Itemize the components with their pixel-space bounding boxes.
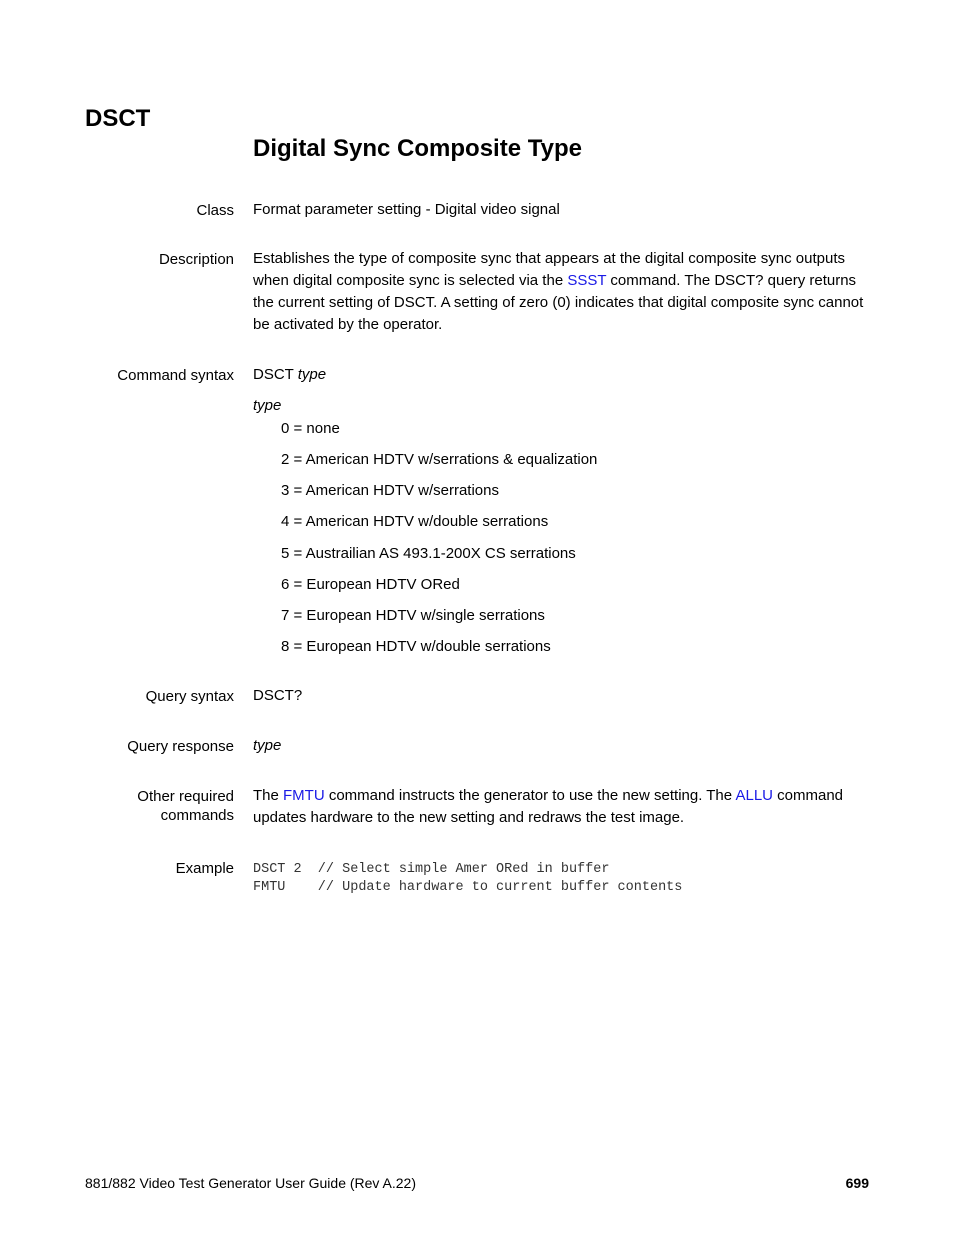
other-required-text-part: command instructs the generator to use the new setting. The	[324, 787, 736, 804]
list-item: 7 = European HDTV w/single serrations	[281, 607, 545, 624]
example-label: Example	[175, 860, 234, 877]
query-syntax-text: DSCT?	[253, 687, 303, 704]
class-text: Format parameter setting - Digital video signal	[253, 201, 560, 218]
command-syntax-text	[253, 364, 873, 386]
fmtu-link[interactable]: FMTU	[283, 787, 325, 804]
other-required-text-part: command updates hardware to the new setting and redraws the test image.	[253, 787, 844, 826]
command-name: DSCT	[85, 105, 151, 132]
list-item: 0 = none	[281, 420, 340, 437]
command-syntax-cmd: DSCT	[253, 366, 298, 383]
other-required-text	[253, 785, 873, 829]
list-item: 5 = Austrailian AS 493.1-200X CS serrations	[281, 545, 576, 562]
query-response-text: type	[253, 737, 282, 754]
description-text-part: Establishes the type of composite sync that appears at the digital composite sync outputs when digital composite sync is selected via the	[253, 250, 845, 289]
list-item: 4 = American HDTV w/double serrations	[281, 513, 549, 530]
list-item: 8 = European HDTV w/double serrations	[281, 638, 551, 655]
ssst-link[interactable]: SSST	[567, 272, 607, 289]
other-required-label-line: Other required	[137, 788, 234, 805]
query-response-label: Query response	[127, 738, 234, 755]
description-text	[253, 248, 873, 336]
example-code-line: DSCT 2 // Select simple Amer ORed in buffer	[253, 862, 610, 877]
query-syntax-label: Query syntax	[145, 688, 234, 705]
description-label: Description	[158, 251, 234, 268]
command-syntax-label: Command syntax	[117, 367, 234, 384]
list-item: 3 = American HDTV w/serrations	[281, 482, 499, 499]
list-item: 2 = American HDTV w/serrations & equalization	[281, 451, 598, 468]
description-text-part: command. The DSCT? query returns the current setting of DSCT. A setting of zero (0) indicates that digital composite sync cannot be activated by the operator.	[253, 272, 864, 333]
example-code-line: FMTU // Update hardware to current buffer contents	[253, 880, 683, 895]
param-heading: type	[253, 397, 282, 414]
allu-link[interactable]: ALLU	[735, 787, 773, 804]
other-required-text-part: The	[253, 787, 284, 804]
footer-title: 881/882 Video Test Generator User Guide (Rev A.22)	[85, 1175, 417, 1191]
class-label: Class	[196, 202, 234, 219]
command-syntax-param: type	[297, 366, 327, 383]
list-item: 6 = European HDTV ORed	[281, 576, 460, 593]
page-number: 699	[845, 1175, 869, 1191]
other-required-label-line: commands	[160, 807, 234, 824]
other-required-label	[137, 787, 234, 825]
page-title: Digital Sync Composite Type	[253, 135, 582, 162]
